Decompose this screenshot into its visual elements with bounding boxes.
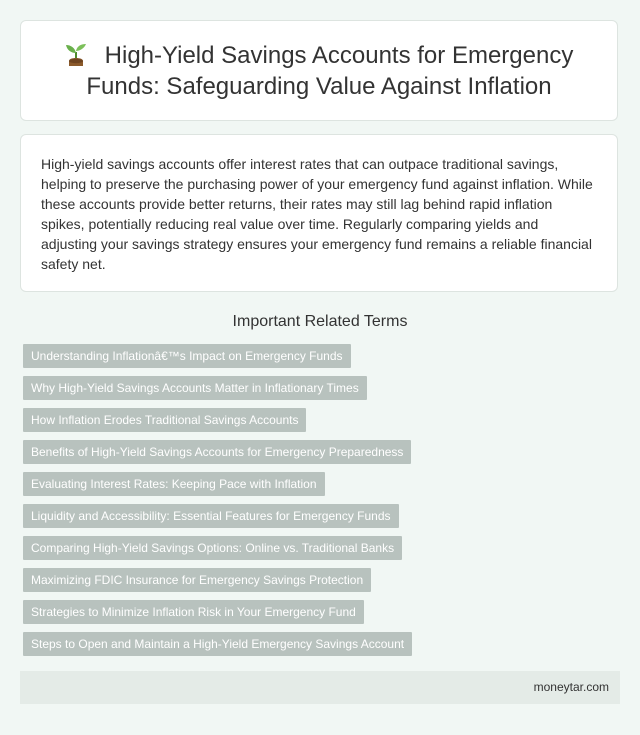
related-term-link[interactable]: Strategies to Minimize Inflation Risk in Your Emergency Fund [23,600,364,624]
related-terms-heading: Important Related Terms [232,313,408,330]
related-term-link[interactable]: Liquidity and Accessibility: Essential Features for Emergency Funds [23,504,399,528]
summary-paragraph: High-yield savings accounts offer interest rates that can outpace traditional savings, helping to preserve the purchasing power of your emergency fund against inflation. While these accounts provide better returns, their rates may still lag behind rapid inflation spikes, potentially reducing real value over time. Regularly comparing yields and adjusting your savings strategy ensures your emergency fund remains a reliable financial safety net. [41,156,593,272]
related-term-link[interactable]: Evaluating Interest Rates: Keeping Pace with Inflation [23,472,325,496]
sprout-icon [65,42,87,66]
related-term-link[interactable]: Comparing High-Yield Savings Options: Online vs. Traditional Banks [23,536,402,560]
page-title [59,40,579,102]
related-term-link[interactable]: How Inflation Erodes Traditional Savings Accounts [23,408,306,432]
related-term-link[interactable]: Maximizing FDIC Insurance for Emergency Savings Protection [23,568,371,592]
related-term-link[interactable]: Why High-Yield Savings Accounts Matter in Inflationary Times [23,376,367,400]
summary-card [20,134,618,292]
related-term-link[interactable]: Benefits of High-Yield Savings Accounts for Emergency Preparedness [23,440,411,464]
title-card [20,20,618,121]
footer-site-name: moneytar.com [533,680,609,694]
related-terms-list [23,344,623,664]
related-term-link[interactable]: Understanding Inflationâ€™s Impact on Emergency Funds [23,344,351,368]
page-title-text: High-Yield Savings Accounts for Emergency Funds: Safeguarding Value Against Inflation [86,41,574,100]
related-term-link[interactable]: Steps to Open and Maintain a High-Yield Emergency Savings Account [23,632,412,656]
footer [20,671,620,704]
